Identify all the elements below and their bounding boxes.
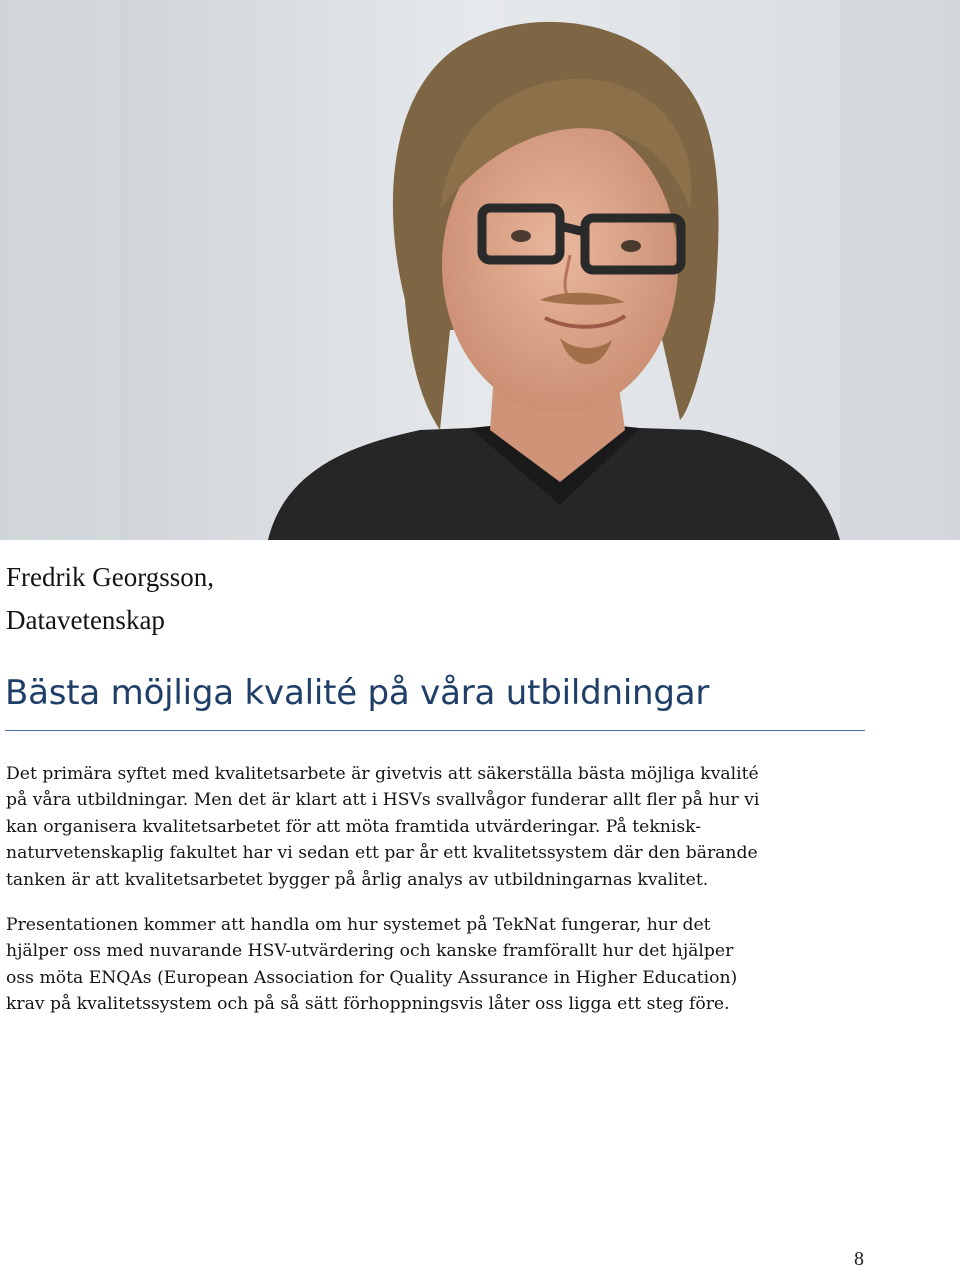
speaker-portrait-photo [0,0,960,540]
paragraph-line: Presentationen kommer att handla om hur systemet på TekNat fungerar, hur det [6,915,711,935]
paragraph-line: Det primära syftet med kvalitetsarbete är givetvis att säkerställa bästa möjliga kvalité [6,764,759,784]
speaker-department: Datavetenskap [6,605,165,635]
paragraph-line: hjälper oss med nuvarande HSV-utvärdering och kanske framförallt hur det hjälper [6,941,734,962]
paragraph-line: naturvetenskaplig fakultet har vi sedan ett par år ett kvalitetssystem där den bärande [6,843,758,864]
paragraph-line: krav på kvalitetssystem och på så sätt förhoppningsvis låter oss ligga ett steg före. [6,994,730,1015]
title-divider [5,730,865,731]
paragraph-line: på våra utbildningar. Men det är klart att i HSVs svallvågor funderar allt fler på hur vi [6,790,760,811]
paragraph-line: oss möta ENQAs (European Association for Quality Assurance in Higher Education) [6,967,738,988]
abstract-paragraph-2 [6,912,926,1018]
page-number: 8 [854,1248,864,1270]
speaker-name: Fredrik Georgsson, [6,562,214,592]
abstract-paragraph-1 [6,761,926,893]
speaker-info [6,556,214,642]
page-title: Bästa möjliga kvalité på våra utbildningar [5,673,710,713]
paragraph-line: tanken är att kvalitetsarbetet bygger på årlig analys av utbildningarnas kvalitet. [6,869,709,890]
paragraph-line: kan organisera kvalitetsarbetet för att möta framtida utvärderingar. På teknisk- [6,816,702,837]
